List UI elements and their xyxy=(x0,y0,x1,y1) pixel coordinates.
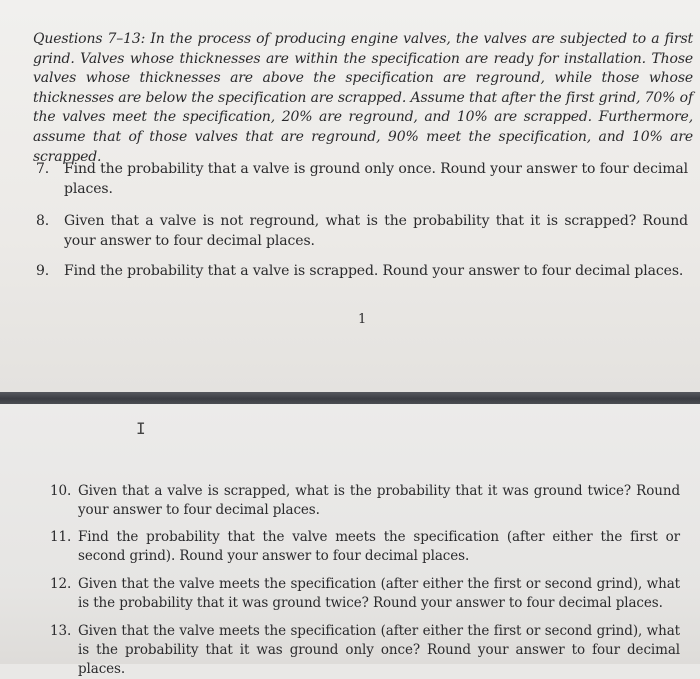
question-text: Given that a valve is scrapped, what is the probability that it was ground twice? Round your answer to four decimal places. xyxy=(78,483,680,518)
page-number: 1 xyxy=(358,312,367,327)
question-number: 13. xyxy=(50,623,72,639)
question-11 xyxy=(50,528,680,566)
question-text: Given that the valve meets the specification (after either the first or second grind), what is the probability that it was ground only once? Round your answer to four decimal places. xyxy=(78,623,680,677)
text-cursor-icon: I xyxy=(136,419,146,438)
question-number: 11. xyxy=(50,529,72,545)
question-number: 12. xyxy=(50,576,72,592)
question-text: Find the probability that a valve is ground only once. Round your answer to four decimal places. xyxy=(64,161,688,197)
problem-intro: Questions 7–13: In the process of producing engine valves, the valves are subjected to a first grind. Valves whose thicknesses are within the specification are ready for installation. Those valves whose thicknesses are above the specification are reground, while those whose thicknesses are below the specification are scrapped. Assume that after the first grind, 70% of the valves meet the specification, 20% are reground, and 10% are scrapped. Furthermore, assume that of those valves that are reground, 90% meet the specification, and 10% are scrapped. xyxy=(33,31,693,165)
question-12 xyxy=(50,575,680,613)
question-9 xyxy=(36,262,688,282)
question-13 xyxy=(50,622,680,679)
question-text: Given that a valve is not reground, what is the probability that it is scrapped? Round your answer to four decimal places. xyxy=(64,213,688,249)
question-text: Find the probability that a valve is scrapped. Round your answer to four decimal places. xyxy=(64,263,684,279)
question-number: 10. xyxy=(50,483,72,499)
question-text: Given that the valve meets the specification (after either the first or second grind), what is the probability that it was ground twice? Round your answer to four decimal places. xyxy=(78,576,680,611)
page-separator xyxy=(0,392,700,404)
question-10 xyxy=(50,482,680,520)
question-number: 7. xyxy=(36,161,50,177)
question-text: Find the probability that the valve meets the specification (after either the first or second grind). Round your answer to four decimal places. xyxy=(78,529,680,564)
question-number: 9. xyxy=(36,263,50,279)
question-8 xyxy=(36,212,688,251)
question-7 xyxy=(36,160,688,199)
question-number: 8. xyxy=(36,213,50,229)
